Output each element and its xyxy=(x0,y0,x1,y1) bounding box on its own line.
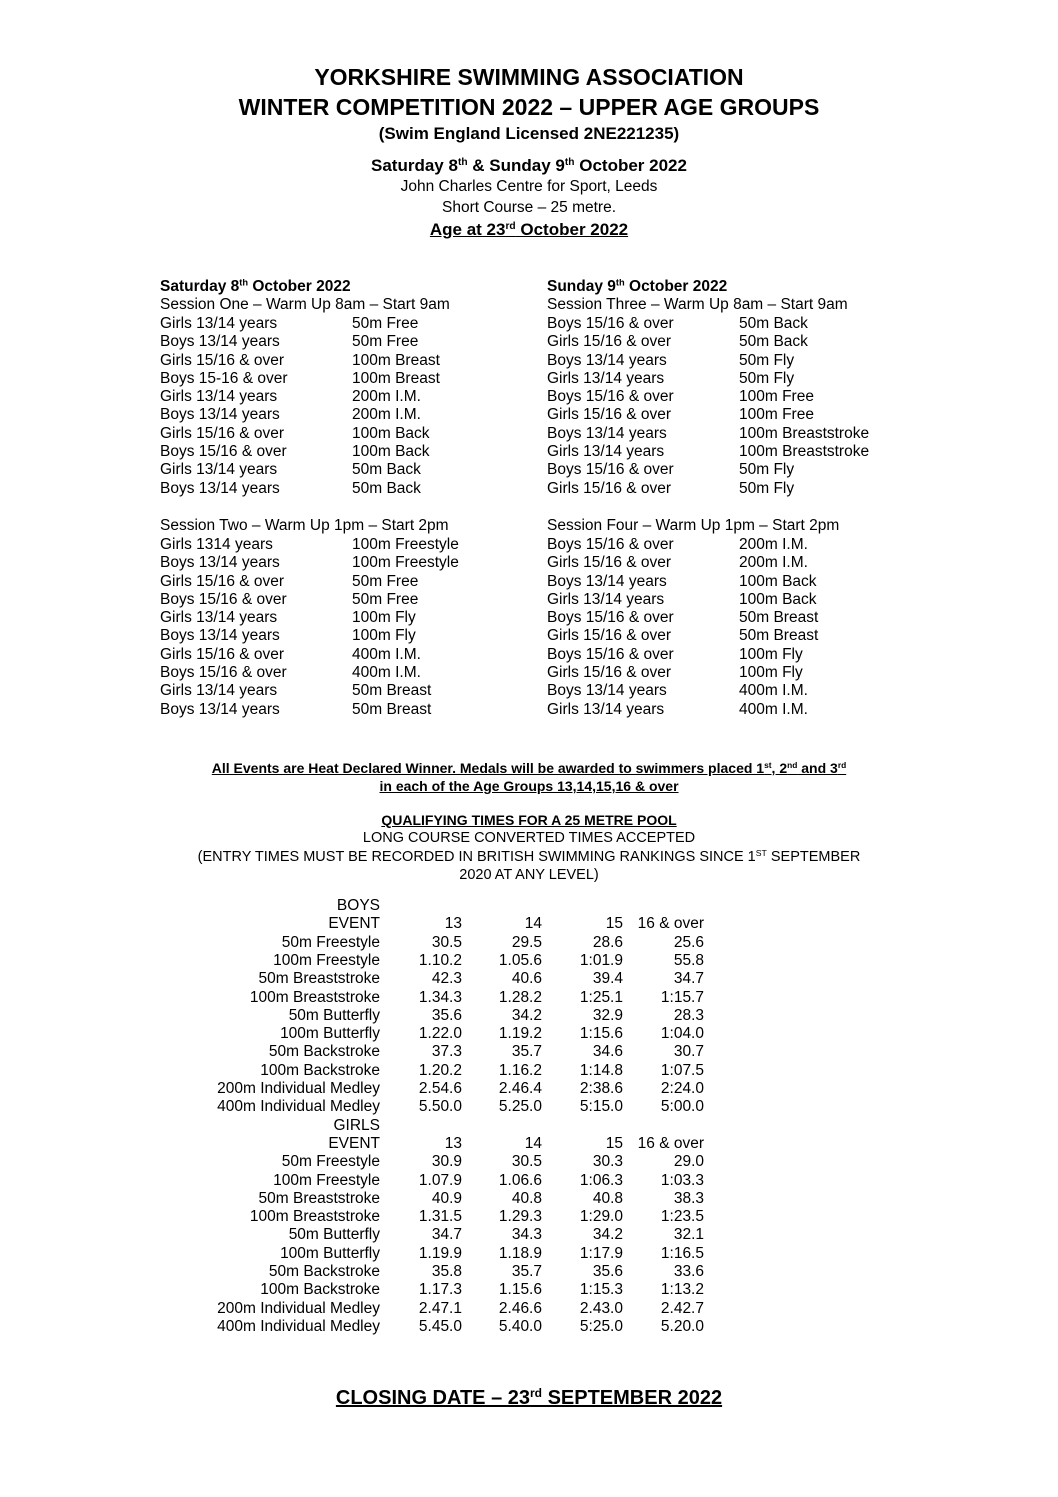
table-row xyxy=(0,1226,1058,1244)
qualifying-heading: QUALIFYING TIMES FOR A 25 METRE POOL xyxy=(381,812,677,828)
event-cell: 100m Breaststroke xyxy=(249,988,380,1006)
time-cell: 1.22.0 xyxy=(418,1025,462,1043)
table-row xyxy=(0,1098,1058,1116)
column-header: 13 xyxy=(444,915,462,933)
time-cell: 40.8 xyxy=(592,1189,623,1207)
table-row xyxy=(0,934,1058,952)
time-cell: 5.50.0 xyxy=(418,1098,462,1116)
age-group: Girls 13/14 years xyxy=(160,315,278,332)
age-group: Boys 13/14 years xyxy=(547,682,667,700)
time-cell: 5:00.0 xyxy=(660,1098,704,1116)
age-group: Girls 15/16 & over xyxy=(547,479,672,497)
event-name: 400m I.M. xyxy=(739,700,808,718)
time-cell: 30.3 xyxy=(592,1153,623,1171)
time-cell: 1.18.9 xyxy=(498,1244,542,1262)
age-group: Girls 15/16 & over xyxy=(547,554,672,572)
age-group: Girls 13/14 years xyxy=(547,590,665,608)
age-group: Boys 15/16 & over xyxy=(547,609,674,627)
event-name: 50m Back xyxy=(739,315,808,332)
course-line: Short Course – 25 metre. xyxy=(441,199,617,216)
event-name: 100m Back xyxy=(739,590,817,608)
event-name: 100m Back xyxy=(352,424,430,442)
time-cell: 38.3 xyxy=(673,1189,704,1207)
age-group: Girls 13/14 years xyxy=(160,682,278,700)
time-cell: 5:15.0 xyxy=(579,1098,623,1116)
event-name: 50m Breast xyxy=(739,627,819,645)
event-name: 100m Breast xyxy=(352,351,440,369)
rankings-note-cont: 2020 AT ANY LEVEL) xyxy=(459,867,599,883)
event-name: 100m Breaststroke xyxy=(739,424,870,442)
event-cell: 100m Butterfly xyxy=(280,1244,380,1262)
time-cell: 1.20.2 xyxy=(418,1061,462,1079)
age-group: Girls 15/16 & over xyxy=(160,572,285,590)
time-cell: 1.07.9 xyxy=(418,1171,462,1189)
event-cell: 50m Freestyle xyxy=(281,1153,380,1171)
saturday-heading: Saturday 8th October 2022 xyxy=(160,277,351,295)
event-name: 50m Fly xyxy=(739,461,795,479)
time-cell: 2.46.4 xyxy=(498,1080,542,1097)
time-cell: 1:17.9 xyxy=(579,1244,623,1262)
time-cell: 35.7 xyxy=(511,1263,542,1280)
column-header: 16 & over xyxy=(637,915,704,933)
age-group: Boys 15/16 & over xyxy=(547,645,674,663)
time-cell: 34.3 xyxy=(511,1226,542,1244)
event-name: 100m Freestyle xyxy=(352,536,459,553)
time-cell: 29.0 xyxy=(673,1153,704,1171)
event-name: 100m Free xyxy=(739,406,814,424)
table-header-row xyxy=(0,1135,1058,1153)
medals-notice: All Events are Heat Declared Winner. Medals will be awarded to swimmers placed 1st, 2nd and 3rd xyxy=(211,759,847,776)
event-name: 200m I.M. xyxy=(352,406,421,424)
event-cell: 100m Freestyle xyxy=(273,1171,380,1189)
column-header: 15 xyxy=(605,915,623,933)
time-cell: 1.31.5 xyxy=(418,1208,462,1226)
event-name: 400m I.M. xyxy=(352,664,421,682)
event-cell: 50m Butterfly xyxy=(288,1226,380,1244)
time-cell: 2:38.6 xyxy=(579,1080,623,1097)
event-cell: 200m Individual Medley xyxy=(217,1299,380,1317)
age-date-line: Age at 23rd October 2022 xyxy=(429,220,629,239)
table-row xyxy=(0,1245,1058,1263)
age-group: Boys 13/14 years xyxy=(160,554,280,572)
time-cell: 1.17.3 xyxy=(418,1281,462,1299)
table-row xyxy=(0,1318,1058,1336)
doc-title: YORKSHIRE SWIMMING ASSOCIATION xyxy=(314,64,744,90)
event-name: 200m I.M. xyxy=(739,554,808,572)
table-row xyxy=(0,952,1058,970)
time-cell: 40.8 xyxy=(511,1189,542,1207)
age-group: Boys 13/14 years xyxy=(547,351,667,369)
time-cell: 1.15.6 xyxy=(498,1281,542,1299)
table-row xyxy=(0,1300,1058,1318)
time-cell: 1:07.5 xyxy=(660,1061,704,1079)
time-cell: 30.9 xyxy=(431,1153,462,1171)
age-group: Boys 13/14 years xyxy=(547,572,667,590)
table-row xyxy=(0,1007,1058,1025)
event-cell: 50m Breaststroke xyxy=(258,1189,380,1207)
session-one-title: Session One – Warm Up 8am – Start 9am xyxy=(160,296,450,313)
event-name: 50m Breast xyxy=(352,700,432,718)
time-cell: 42.3 xyxy=(431,970,462,988)
event-name: 100m Fly xyxy=(352,627,416,645)
event-dates: Saturday 8th & Sunday 9th October 2022 xyxy=(371,156,687,175)
event-name: 50m Breast xyxy=(739,609,819,627)
event-name: 100m Fly xyxy=(352,609,416,627)
time-cell: 1:06.3 xyxy=(579,1171,623,1189)
age-groups-notice: in each of the Age Groups 13,14,15,16 & over xyxy=(379,778,679,794)
time-cell: 30.5 xyxy=(431,933,462,951)
column-header: 14 xyxy=(524,1134,542,1152)
age-group: Girls 15/16 & over xyxy=(547,406,672,424)
time-cell: 1.05.6 xyxy=(498,951,542,969)
time-cell: 32.1 xyxy=(673,1226,704,1244)
time-cell: 28.6 xyxy=(592,933,623,951)
time-cell: 32.9 xyxy=(592,1006,623,1024)
event-name: 50m Back xyxy=(352,461,421,479)
time-cell: 1:29.0 xyxy=(579,1208,623,1226)
time-cell: 1:15.3 xyxy=(579,1281,623,1299)
age-group: Boys 13/14 years xyxy=(160,406,280,424)
age-group: Girls 13/14 years xyxy=(160,388,278,406)
time-cell: 1:01.9 xyxy=(579,951,623,969)
time-cell: 1:13.2 xyxy=(660,1281,704,1299)
age-group: Girls 15/16 & over xyxy=(160,424,285,442)
table-row xyxy=(0,1263,1058,1281)
age-group: Girls 1314 years xyxy=(160,536,273,553)
event-name: 200m I.M. xyxy=(739,536,808,553)
time-cell: 34.7 xyxy=(431,1226,462,1244)
age-group: Girls 15/16 & over xyxy=(547,627,672,645)
long-course-note: LONG COURSE CONVERTED TIMES ACCEPTED xyxy=(362,830,696,846)
time-cell: 35.6 xyxy=(592,1263,623,1280)
age-group: Girls 15/16 & over xyxy=(547,333,672,351)
time-cell: 5:25.0 xyxy=(579,1317,623,1335)
time-cell: 2.54.6 xyxy=(418,1080,462,1097)
event-name: 400m I.M. xyxy=(352,645,421,663)
age-group: Boys 15/16 & over xyxy=(547,315,674,332)
event-cell: 200m Individual Medley xyxy=(217,1080,380,1097)
column-header: EVENT xyxy=(328,1134,380,1152)
age-group: Boys 13/14 years xyxy=(160,333,280,351)
time-cell: 1:15.7 xyxy=(660,988,704,1006)
age-group: Girls 13/14 years xyxy=(160,609,278,627)
table-row xyxy=(0,1043,1058,1061)
time-cell: 5.25.0 xyxy=(498,1098,542,1116)
table-row xyxy=(0,1153,1058,1171)
event-name: 50m Fly xyxy=(739,351,795,369)
column-header: EVENT xyxy=(328,915,380,933)
event-name: 100m Back xyxy=(352,443,430,461)
age-group: Girls 13/14 years xyxy=(547,443,665,461)
table-row xyxy=(0,1080,1058,1098)
time-cell: 5.40.0 xyxy=(498,1317,542,1335)
table-row xyxy=(0,970,1058,988)
time-cell: 1.29.3 xyxy=(498,1208,542,1226)
boys-label-row xyxy=(0,897,1058,915)
event-name: 50m Free xyxy=(352,590,419,608)
time-cell: 28.3 xyxy=(673,1006,704,1024)
closing-date: CLOSING DATE – 23rd SEPTEMBER 2022 xyxy=(335,1385,723,1409)
table-row xyxy=(0,989,1058,1007)
boys-label: BOYS xyxy=(336,897,380,914)
time-cell: 34.6 xyxy=(592,1043,623,1061)
age-group: Boys 15/16 & over xyxy=(547,461,674,479)
time-cell: 30.5 xyxy=(511,1153,542,1171)
table-row xyxy=(0,1025,1058,1043)
event-name: 50m Free xyxy=(352,333,419,351)
age-group: Boys 13/14 years xyxy=(160,700,280,718)
event-name: 50m Back xyxy=(352,479,421,497)
table-row xyxy=(0,1062,1058,1080)
time-cell: 1.06.6 xyxy=(498,1171,542,1189)
time-cell: 35.6 xyxy=(431,1006,462,1024)
time-cell: 1.10.2 xyxy=(418,951,462,969)
age-group: Boys 15-16 & over xyxy=(160,369,288,387)
age-group: Boys 13/14 years xyxy=(160,479,280,497)
age-group: Girls 15/16 & over xyxy=(160,645,285,663)
event-name: 50m Fly xyxy=(739,369,795,387)
event-name: 50m Fly xyxy=(739,479,795,497)
time-cell: 1:03.3 xyxy=(660,1171,704,1189)
table-row xyxy=(0,1172,1058,1190)
time-cell: 2.43.0 xyxy=(579,1299,623,1317)
event-name: 50m Breast xyxy=(352,682,432,700)
event-cell: 50m Butterfly xyxy=(288,1006,380,1024)
age-group: Girls 15/16 & over xyxy=(160,351,285,369)
time-cell: 37.3 xyxy=(431,1043,462,1061)
session-two-title: Session Two – Warm Up 1pm – Start 2pm xyxy=(160,517,449,534)
event-name: 100m Back xyxy=(739,572,817,590)
time-cell: 1.19.2 xyxy=(498,1025,542,1043)
age-group: Girls 13/14 years xyxy=(160,461,278,479)
age-group: Boys 15/16 & over xyxy=(160,443,287,461)
doc-subtitle: WINTER COMPETITION 2022 – UPPER AGE GROUPS xyxy=(238,94,820,120)
age-group: Boys 15/16 & over xyxy=(547,536,674,553)
time-cell: 39.4 xyxy=(592,970,623,988)
time-cell: 35.8 xyxy=(431,1263,462,1280)
event-name: 50m Back xyxy=(739,333,808,351)
age-group: Boys 15/16 & over xyxy=(547,388,674,406)
rankings-note: (ENTRY TIMES MUST BE RECORDED IN BRITISH SWIMMING RANKINGS SINCE 1ST SEPTEMBER xyxy=(197,847,861,865)
time-cell: 29.5 xyxy=(511,933,542,951)
session-three-title: Session Three – Warm Up 8am – Start 9am xyxy=(547,296,848,313)
time-cell: 2.47.1 xyxy=(418,1299,462,1317)
time-cell: 1.19.9 xyxy=(418,1244,462,1262)
event-cell: 100m Backstroke xyxy=(260,1061,380,1079)
sunday-heading: Sunday 9th October 2022 xyxy=(547,277,728,295)
session-four-title: Session Four – Warm Up 1pm – Start 2pm xyxy=(547,517,840,534)
event-cell: 50m Breaststroke xyxy=(258,970,380,988)
girls-label-row xyxy=(0,1117,1058,1135)
column-header: 16 & over xyxy=(637,1134,704,1152)
table-row xyxy=(0,1281,1058,1299)
time-cell: 1:14.8 xyxy=(579,1061,623,1079)
time-cell: 1:23.5 xyxy=(660,1208,704,1226)
time-cell: 34.7 xyxy=(673,970,704,988)
event-cell: 100m Backstroke xyxy=(260,1281,380,1299)
event-cell: 50m Freestyle xyxy=(281,933,380,951)
time-cell: 1.28.2 xyxy=(498,988,542,1006)
table-row xyxy=(0,1190,1058,1208)
time-cell: 5.20.0 xyxy=(660,1317,704,1335)
time-cell: 30.7 xyxy=(673,1043,704,1061)
event-name: 100m Fly xyxy=(739,664,803,682)
time-cell: 1:16.5 xyxy=(660,1244,704,1262)
time-cell: 40.9 xyxy=(431,1189,462,1207)
age-group: Girls 13/14 years xyxy=(547,369,665,387)
time-cell: 1:25.1 xyxy=(579,988,623,1006)
event-cell: 50m Backstroke xyxy=(268,1043,380,1061)
table-header-row xyxy=(0,915,1058,933)
column-header: 15 xyxy=(605,1134,623,1152)
event-cell: 100m Butterfly xyxy=(280,1025,380,1043)
time-cell: 25.6 xyxy=(673,933,704,951)
event-cell: 50m Backstroke xyxy=(268,1263,380,1280)
time-cell: 1:15.6 xyxy=(579,1025,623,1043)
event-name: 100m Freestyle xyxy=(352,554,459,572)
event-name: 400m I.M. xyxy=(739,682,808,700)
age-group: Boys 15/16 & over xyxy=(160,664,287,682)
licence-line: (Swim England Licensed 2NE221235) xyxy=(378,124,680,143)
table-row xyxy=(0,1208,1058,1226)
venue-line: John Charles Centre for Sport, Leeds xyxy=(400,178,658,195)
time-cell: 34.2 xyxy=(592,1226,623,1244)
event-name: 200m I.M. xyxy=(352,388,421,406)
time-cell: 33.6 xyxy=(673,1263,704,1280)
time-cell: 34.2 xyxy=(511,1006,542,1024)
time-cell: 1.16.2 xyxy=(498,1061,542,1079)
event-name: 100m Free xyxy=(739,388,814,406)
age-group: Girls 13/14 years xyxy=(547,700,665,718)
time-cell: 2:24.0 xyxy=(660,1080,704,1097)
event-cell: 100m Breaststroke xyxy=(249,1208,380,1226)
time-cell: 55.8 xyxy=(673,951,704,969)
event-name: 100m Fly xyxy=(739,645,803,663)
event-cell: 400m Individual Medley xyxy=(217,1317,380,1335)
time-cell: 1.34.3 xyxy=(418,988,462,1006)
event-name: 100m Breast xyxy=(352,369,440,387)
time-cell: 5.45.0 xyxy=(418,1317,462,1335)
column-header: 14 xyxy=(524,915,542,933)
event-cell: 100m Freestyle xyxy=(273,951,380,969)
event-cell: 400m Individual Medley xyxy=(217,1098,380,1116)
age-group: Boys 13/14 years xyxy=(547,424,667,442)
event-name: 50m Free xyxy=(352,315,419,332)
girls-label: GIRLS xyxy=(333,1116,380,1134)
age-group: Girls 15/16 & over xyxy=(547,664,672,682)
age-group: Boys 15/16 & over xyxy=(160,590,287,608)
column-header: 13 xyxy=(444,1134,462,1152)
event-name: 50m Free xyxy=(352,572,419,590)
time-cell: 2.42.7 xyxy=(660,1299,704,1317)
time-cell: 2.46.6 xyxy=(498,1299,542,1317)
event-name: 100m Breaststroke xyxy=(739,443,870,461)
time-cell: 1:04.0 xyxy=(660,1025,704,1043)
time-cell: 40.6 xyxy=(511,970,542,988)
time-cell: 35.7 xyxy=(511,1043,542,1061)
age-group: Boys 13/14 years xyxy=(160,627,280,645)
